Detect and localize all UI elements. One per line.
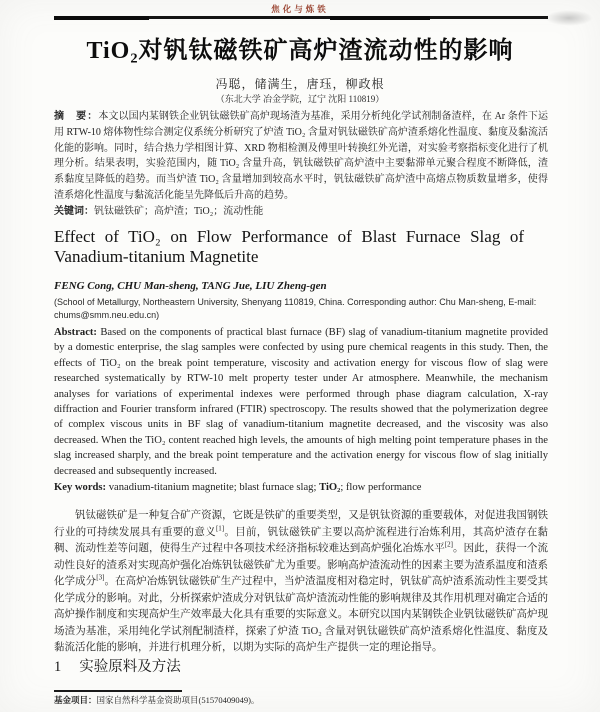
header-rule-segment [330,16,430,20]
affiliation-cn: （东北大学 冶金学院，辽宁 沈阳 110819） [215,94,385,104]
funding-footnote [54,694,548,706]
keywords-en-label: Key words: [54,482,109,494]
scan-smudge [545,10,593,26]
abstract-cn-text: 本文以国内某钢铁企业钒钛磁铁矿高炉现场渣为基准，采用分析纯化学试剂制备渣样，在 Ar 条件下运用 RTW-10 熔体物性综合测定仪系统分析研究了炉渣 TiO₂ 含量对钒钛磁铁矿高炉渣系熔化性温度、黏度及黏流活化能的影响。同时，结合热力学相图计算、XRD 物相检测及傅里叶转换红外光谱，对实验考察指标变化进行了机理分析。结果表明，实验范围内，随 TiO₂ 含量升高，钒钛磁铁矿高炉渣中主要黏滞单元聚合程度不断降低，渣系黏度呈降低的趋势。而当炉渣 TiO₂ 含量增加到较高水平时，钒钛磁铁矿高炉渣中高熔点物质数量增多，使得渣系熔化性温度与黏流活化能呈先降低后升高的趋势。 [54,111,548,201]
abstract-en [54,325,548,479]
funding-footnote-label: 基金项目： [54,695,97,705]
english-abstract-block [54,325,548,495]
abstract-en-label: Abstract: [54,327,101,338]
section-1-number: 1 [54,659,62,675]
affiliation-en: (School of Metallurgy, Northeastern University, Shenyang 110819, China. Corresponding author: Chu Man-sheng, E-mail: chums@smm.neu.edu.cn) [54,297,537,320]
paper-title-en: Effect of TiO₂ on Flow Performance of Blast Furnace Slag of Vanadium-titanium Magnetite [54,227,524,266]
journal-running-head: 焦化与炼铁 [271,4,329,14]
intro-paragraph: 钒钛磁铁矿是一种复合矿产资源，它既是铁矿的重要类型，又是钒钛资源的重要载体，对促进我国钢铁行业的可持续发展具有重要的意义[1]。目前，钒钛磁铁矿主要以高炉流程进行冶炼利用，其高炉渣存在黏稠、流动性差等问题，使得生产过程中各项技术经济指标较难达到高炉强化冶炼水平[2]。因此，获得一个流动性良好的渣系对实现高炉强化冶炼钒钛磁铁矿尤为重要。影响高炉渣流动性的因素主要为渣系温度和渣系化学成分[3]。在高炉冶炼钒钛磁铁矿生产过程中，当炉渣温度相对稳定时，钒钛矿高炉渣系流动性主要受其化学成分的影响。对此，分析探索炉渣成分对钒钛矿高炉渣流动性能的影响规律及其作用机理对确定合适的高炉操作制度和实现高炉生产效率最大化具有重要的实际意义。本研究以国内某钢铁企业钒钛磁铁矿高炉现场渣为基准，采用纯化学试剂配制渣样，探索了炉渣 TiO₂ 含量对钒钛磁铁矿高炉渣系熔化性温度、黏度及黏流活化能的影响，并进行机理分析，以期为实际的高炉生产提供一定的理论指导。 [54,510,549,653]
abstract-cn [54,109,548,204]
keywords-cn-text: 钒钛磁铁矿；高炉渣；TiO₂；流动性能 [94,205,264,217]
keywords-cn [54,204,548,220]
footnote-rule [54,690,182,692]
header-rule-segment [54,16,149,20]
keywords-cn-label: 关键词： [54,205,94,217]
keywords-en-text: vanadium-titanium magnetite; blast furnace slag; TiO₂; flow performance [108,482,422,494]
chinese-abstract-block [54,109,548,220]
authors-en: FENG Cong, CHU Man-sheng, TANG Jue, LIU Zheng-gen [54,280,327,292]
section-1-heading [54,655,548,676]
section-1-title: 实验原料及方法 [79,659,181,675]
abstract-en-text: Based on the components of practical blast furnace (BF) slag of vanadium-titanium magnetite provided by a domestic enterprise, the slag samples were confected by using pure chemical reagents in this study. Then, the effects of TiO₂ on the break point temperature, viscosity and activation energy for viscous flow of slag were researched systematically by RTW-10 melt property tester under Ar atmosphere. Meanwhile, the mechanism analyses for variations of experimental indexes were performed through phase diagram calculation, X-ray diffraction and Fourier transform infrared (FTIR) spectroscopy. The results showed that the polymerization degree of complex viscous units in BF slag of vanadium-titanium magnetite decreased, and the viscosity was also decreased. When the TiO₂ content reached high levels, the amounts of high melting point temperature phases in the slag increased sharply, and the break point temperature and the activation energy for viscous flow of slag initially decreased and subsequently increased. [54,327,548,477]
keywords-en [54,480,548,495]
authors-cn: 冯聪，储满生，唐珏，柳政根 [215,77,385,91]
funding-footnote-text: 国家自然科学基金资助项目(51570409049)。 [96,695,260,705]
paper-title-cn: TiO₂对钒钛磁铁矿高炉渣流动性的影响 [86,38,514,64]
abstract-cn-label: 摘 要： [54,111,99,122]
